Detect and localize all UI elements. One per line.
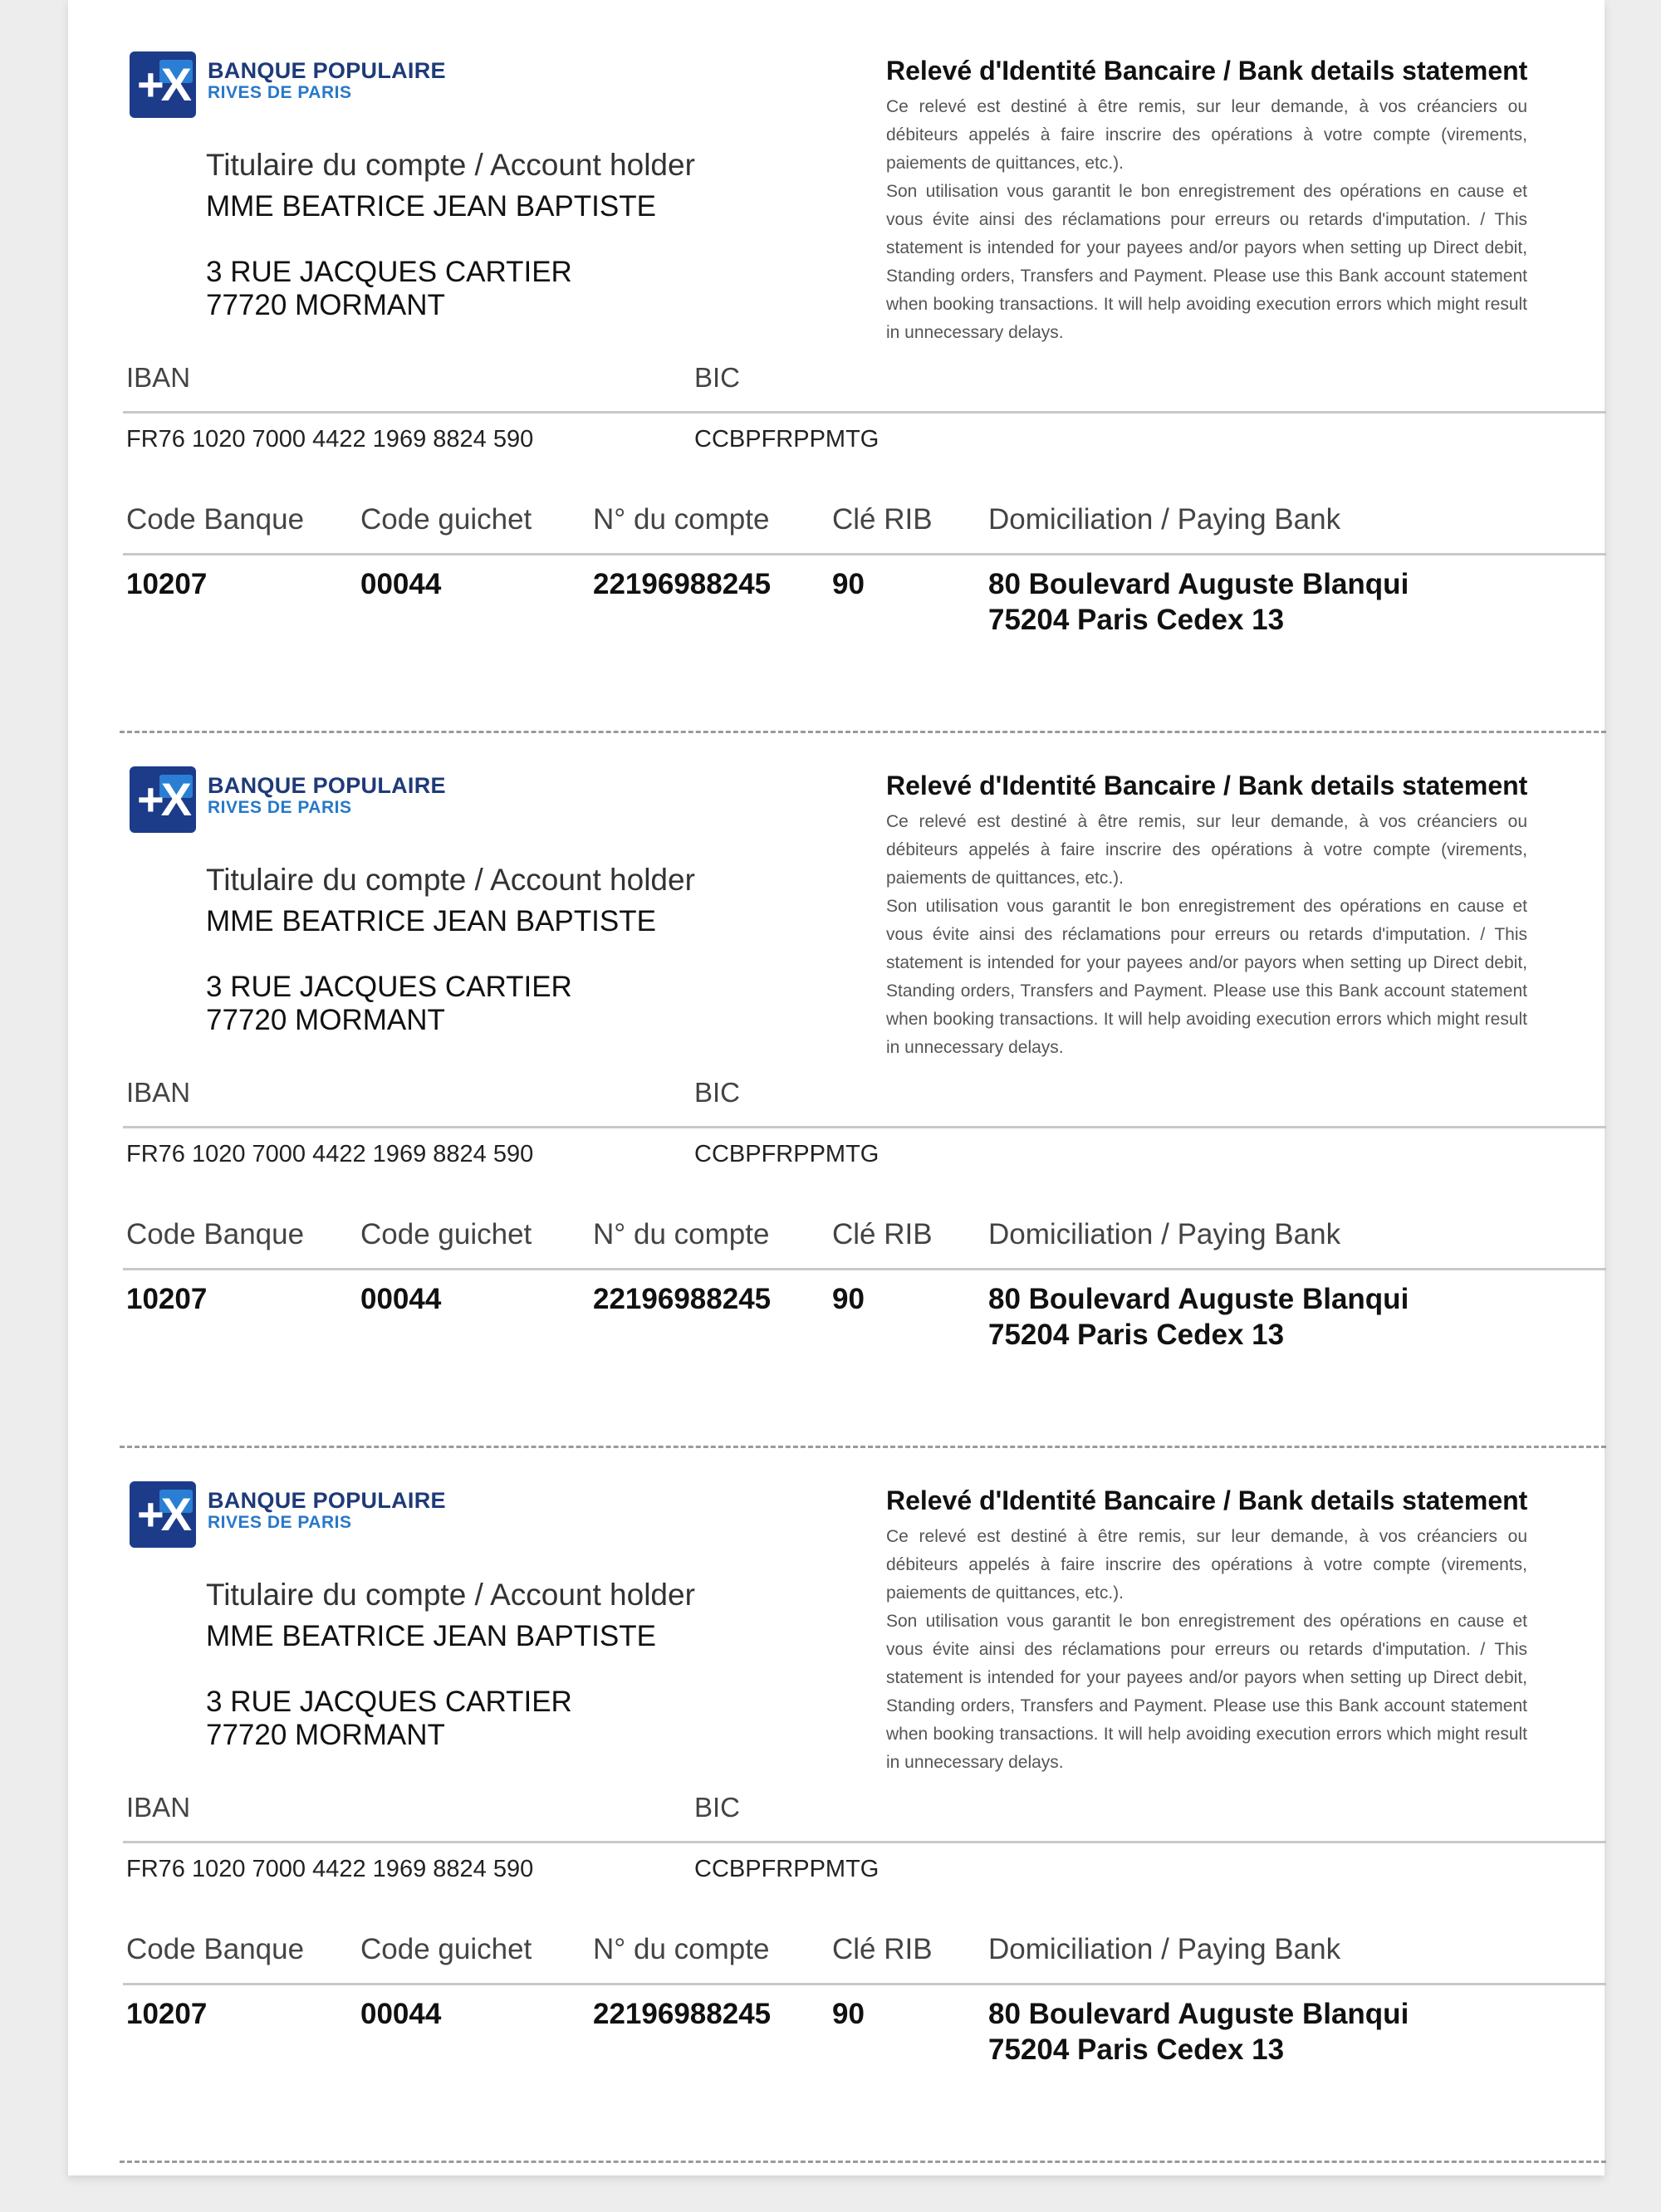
statement-paragraph-2: Son utilisation vous garantit le bon enregistrement des opérations en cause et vous évite ainsi des réclamations pour erreurs ou retards d'imputation. / This statement is intended for your payees and/or payors when setting up Direct debit, Standing orders, Transfers and Payment. Please use this Bank account statement when booking transactions. It will help avoiding execution errors which might result in unnecessary delays. [886,182,1527,342]
bank-subtitle: RIVES DE PARIS [208,1513,352,1532]
domiciliation-line2: 75204 Paris Cedex 13 [988,604,1285,636]
header-numero-compte: N° du compte [593,1218,770,1250]
numero-compte-value: 22196988245 [593,568,772,600]
account-holder-label: Titulaire du compte / Account holder [206,148,695,182]
account-holder-name: MME BEATRICE JEAN BAPTISTE [206,905,656,937]
domiciliation-line2: 75204 Paris Cedex 13 [988,1319,1285,1351]
statement-paragraph-2: Son utilisation vous garantit le bon enregistrement des opérations en cause et vous évite ainsi des réclamations pour erreurs ou retards d'imputation. / This statement is intended for your payees and/or payors when setting up Direct debit, Standing orders, Transfers and Payment. Please use this Bank account statement when booking transactions. It will help avoiding execution errors which might result in unnecessary delays. [886,897,1527,1057]
rib-slip [68,715,1605,1430]
cle-rib-value: 90 [832,1998,865,2030]
bank-subtitle: RIVES DE PARIS [208,798,352,817]
iban-label: IBAN [126,1077,191,1108]
bank-name: BANQUE POPULAIRE [208,1488,446,1513]
header-code-guichet: Code guichet [360,503,532,536]
cle-rib-value: 90 [832,568,865,600]
account-holder-label: Titulaire du compte / Account holder [206,1578,695,1612]
code-banque-value: 10207 [126,1283,208,1315]
divider [123,411,1606,414]
code-guichet-value: 00044 [360,568,442,600]
header-domiciliation: Domiciliation / Paying Bank [988,503,1341,536]
bic-label: BIC [694,362,741,393]
divider [123,1841,1606,1843]
account-holder-name: MME BEATRICE JEAN BAPTISTE [206,190,656,223]
header-domiciliation: Domiciliation / Paying Bank [988,1933,1341,1965]
bank-logo [130,766,478,834]
bank-name: BANQUE POPULAIRE [208,773,446,798]
holder-address-line1: 3 RUE JACQUES CARTIER [206,1686,572,1718]
statement-paragraph-1: Ce relevé est destiné à être remis, sur leur demande, à vos créanciers ou débiteurs appelés à faire inscrire des opérations à votre compte (virements, paiements de quittances, etc.). [886,97,1527,173]
holder-address-line1: 3 RUE JACQUES CARTIER [206,256,572,288]
cut-line [120,2161,1606,2163]
header-code-guichet: Code guichet [360,1933,532,1965]
divider [123,553,1606,555]
statement-paragraph-1: Ce relevé est destiné à être remis, sur leur demande, à vos créanciers ou débiteurs appelés à faire inscrire des opérations à votre compte (virements, paiements de quittances, etc.). [886,1527,1527,1603]
domiciliation-line1: 80 Boulevard Auguste Blanqui [988,1998,1409,2030]
iban-label: IBAN [126,362,191,393]
header-cle-rib: Clé RIB [832,1933,933,1965]
bic-label: BIC [694,1077,741,1108]
divider [123,1983,1606,1985]
statement-title: Relevé d'Identité Bancaire / Bank details statement [886,771,1528,800]
header-code-guichet: Code guichet [360,1218,532,1250]
bic-value: CCBPFRPPMTG [694,1141,879,1167]
logo-mark-icon: +X [130,51,196,118]
header-cle-rib: Clé RIB [832,1218,933,1250]
divider [123,1126,1606,1128]
statement-title: Relevé d'Identité Bancaire / Bank details statement [886,1485,1528,1515]
iban-label: IBAN [126,1792,191,1823]
code-guichet-value: 00044 [360,1283,442,1315]
bank-name: BANQUE POPULAIRE [208,58,446,83]
code-banque-value: 10207 [126,1998,208,2030]
header-code-banque: Code Banque [126,1933,305,1965]
statement-paragraph-2: Son utilisation vous garantit le bon enregistrement des opérations en cause et vous évite ainsi des réclamations pour erreurs ou retards d'imputation. / This statement is intended for your payees and/or payors when setting up Direct debit, Standing orders, Transfers and Payment. Please use this Bank account statement when booking transactions. It will help avoiding execution errors which might result in unnecessary delays. [886,1612,1527,1772]
rib-slip [68,1430,1605,2145]
holder-address-line1: 3 RUE JACQUES CARTIER [206,971,572,1003]
rib-slip [68,0,1605,715]
header-numero-compte: N° du compte [593,1933,770,1965]
header-cle-rib: Clé RIB [832,503,933,536]
holder-address-line2: 77720 MORMANT [206,289,445,321]
account-holder-label: Titulaire du compte / Account holder [206,863,695,897]
bic-value: CCBPFRPPMTG [694,426,879,453]
document-page [68,0,1605,2175]
iban-value: FR76 1020 7000 4422 1969 8824 590 [126,426,534,453]
statement-paragraph-1: Ce relevé est destiné à être remis, sur leur demande, à vos créanciers ou débiteurs appelés à faire inscrire des opérations à votre compte (virements, paiements de quittances, etc.). [886,812,1527,888]
header-code-banque: Code Banque [126,1218,305,1250]
logo-mark-icon: +X [130,1481,196,1548]
header-code-banque: Code Banque [126,503,305,536]
numero-compte-value: 22196988245 [593,1283,772,1315]
bank-subtitle: RIVES DE PARIS [208,83,352,102]
divider [123,1268,1606,1270]
iban-value: FR76 1020 7000 4422 1969 8824 590 [126,1856,534,1882]
iban-value: FR76 1020 7000 4422 1969 8824 590 [126,1141,534,1167]
numero-compte-value: 22196988245 [593,1998,772,2030]
code-banque-value: 10207 [126,568,208,600]
bank-logo [130,1481,478,1549]
code-guichet-value: 00044 [360,1998,442,2030]
header-numero-compte: N° du compte [593,503,770,536]
header-domiciliation: Domiciliation / Paying Bank [988,1218,1341,1250]
logo-mark-icon: +X [130,766,196,833]
domiciliation-line1: 80 Boulevard Auguste Blanqui [988,568,1409,600]
domiciliation-line1: 80 Boulevard Auguste Blanqui [988,1283,1409,1315]
statement-title: Relevé d'Identité Bancaire / Bank details statement [886,56,1528,86]
holder-address-line2: 77720 MORMANT [206,1004,445,1036]
domiciliation-line2: 75204 Paris Cedex 13 [988,2033,1285,2066]
bic-label: BIC [694,1792,741,1823]
holder-address-line2: 77720 MORMANT [206,1719,445,1751]
account-holder-name: MME BEATRICE JEAN BAPTISTE [206,1620,656,1652]
bic-value: CCBPFRPPMTG [694,1856,879,1882]
cle-rib-value: 90 [832,1283,865,1315]
bank-logo [130,51,478,120]
